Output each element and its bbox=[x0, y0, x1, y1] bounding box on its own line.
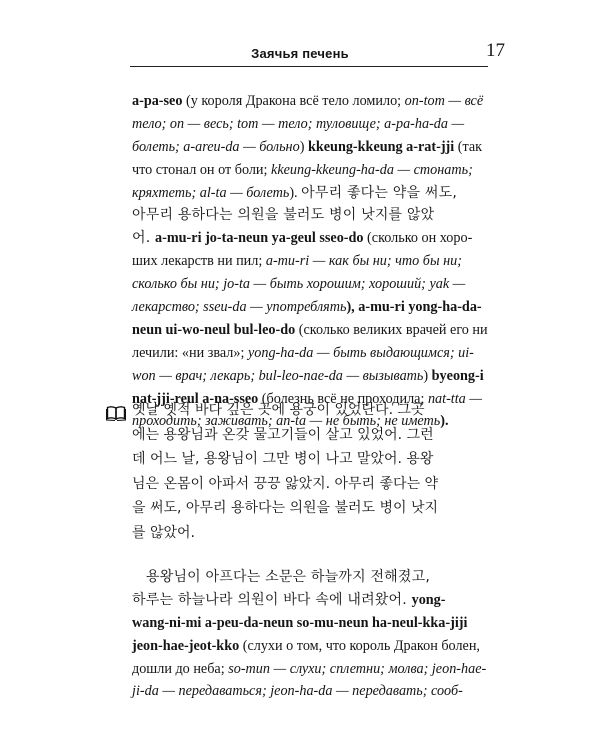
gloss-text: (слухи о том, что король Дракон болен, bbox=[239, 637, 480, 654]
gloss-text: лечили: «ни звал»; bbox=[132, 344, 248, 361]
gloss-italic: проходить; заживать; an-ta — не быть; не иметь bbox=[132, 413, 441, 430]
korean-text: 아무리 좋다는 약을 써도, bbox=[301, 184, 457, 201]
romanized-text: nat-jji-reul a-na-sseo bbox=[132, 390, 259, 407]
running-title: Заячья печень bbox=[251, 46, 349, 61]
gloss-text: (сколько великих врачей его ни bbox=[295, 321, 488, 338]
korean-text: 아무리 용하다는 의원을 불러도 병이 낫지를 않았 bbox=[132, 207, 435, 224]
korean-text: 용왕님이 아프다는 소문은 하늘까지 전해졌고, bbox=[146, 569, 431, 585]
text-line bbox=[132, 342, 492, 365]
header-divider bbox=[130, 66, 488, 67]
passage-line: 데 어느 날, 용왕님이 그만 병이 나고 말았어. 용왕 bbox=[132, 451, 434, 468]
romanized-text: a-mu-ri jo-ta-neun ya-geul sseo-do bbox=[155, 230, 364, 247]
text-line bbox=[132, 113, 492, 136]
gloss-text: ) bbox=[423, 367, 432, 384]
gloss-italic: кряхтеть; al-ta — болеть bbox=[132, 184, 290, 201]
text-line bbox=[132, 635, 492, 658]
text-line bbox=[132, 273, 492, 296]
text-line bbox=[132, 204, 492, 227]
gloss-italic: болеть; a-areu-da — больно bbox=[132, 138, 300, 155]
text-line bbox=[132, 319, 492, 342]
gloss-text: дошли до неба; bbox=[132, 660, 229, 677]
romanized-text: a-mu-ri yong-ha-da- bbox=[358, 299, 482, 316]
text-line bbox=[132, 250, 492, 273]
romanized-text: wang-ni-mi a-peu-da-neun so-mu-neun ha-neul-kka-jiji bbox=[132, 614, 468, 631]
page-header bbox=[0, 0, 600, 70]
gloss-italic: сколько бы ни; jo-ta — быть хорошим; хороший; yak — bbox=[132, 276, 466, 293]
text-line bbox=[132, 296, 492, 319]
vocabulary-paragraph-2 bbox=[132, 566, 492, 703]
gloss-italic: a-mu-ri — как бы ни; что бы ни; bbox=[265, 253, 462, 270]
gloss-text: (у короля Дракона всё тело ломило; bbox=[182, 93, 405, 109]
romanized-text: yong- bbox=[411, 591, 446, 608]
passage-line: 님은 온몸이 아파서 끙끙 앓았지. 아무리 좋다는 약 bbox=[132, 475, 439, 492]
text-line bbox=[132, 182, 492, 205]
open-book-icon bbox=[106, 405, 126, 421]
gloss-text: ), bbox=[346, 299, 359, 316]
text-line bbox=[132, 658, 492, 681]
passage-line: 를 않았어. bbox=[132, 524, 195, 541]
gloss-italic: лекарство; sseu-da — употреблять bbox=[132, 299, 347, 316]
gloss-italic: nat-tta — bbox=[427, 390, 482, 407]
passage-line: 에는 용왕님과 온갖 물고기들이 살고 있었어. 그런 bbox=[132, 426, 434, 443]
gloss-text: ) bbox=[299, 138, 308, 155]
gloss-text: ). bbox=[440, 413, 449, 430]
romanized-text: jeon-hae-jeot-kko bbox=[132, 637, 240, 654]
text-line bbox=[132, 159, 492, 182]
page-number: 17 bbox=[486, 40, 505, 61]
gloss-italic: тело; on — весь; tom — тело; туловище; a-pa-ha-da — bbox=[132, 115, 465, 132]
text-line bbox=[132, 566, 492, 589]
gloss-text: (так bbox=[454, 138, 483, 155]
gloss-text: ших лекарств ни пил; bbox=[132, 253, 266, 270]
gloss-text: что стонал он от боли; bbox=[132, 161, 272, 178]
vocabulary-paragraph bbox=[132, 90, 492, 433]
gloss-italic: yong-ha-da — быть выдающимся; ui- bbox=[247, 344, 474, 361]
gloss-italic: kkeung-kkeung-ha-da — стонать; bbox=[271, 161, 473, 178]
passage-line: 을 써도, 아무리 용하다는 의원을 불러도 병이 낫지 bbox=[132, 500, 439, 517]
gloss-text: ). bbox=[289, 184, 302, 201]
gloss-italic: so-mun — слухи; сплетни; молва; jeon-hae- bbox=[228, 660, 487, 677]
gloss-italic: won — врач; лекарь; bul-leo-nae-da — вызывать bbox=[132, 367, 424, 384]
text-line bbox=[132, 612, 492, 635]
romanized-text: byeong-i bbox=[431, 367, 484, 384]
gloss-text: (сколько он хоро- bbox=[363, 230, 473, 247]
text-line bbox=[132, 90, 492, 113]
gloss-text: (болезнь всё не проходила; bbox=[258, 390, 428, 407]
gloss-italic: on-tom — всё bbox=[404, 93, 484, 109]
text-line bbox=[132, 227, 492, 250]
korean-text: 하루는 하늘나라 의원이 바다 속에 내려왔어. bbox=[132, 591, 412, 608]
text-line bbox=[132, 589, 492, 612]
korean-text: 어. bbox=[132, 230, 156, 247]
gloss-italic: ji-da — передаваться; jeon-ha-da — передавать; сооб- bbox=[132, 683, 463, 700]
text-line bbox=[132, 365, 492, 388]
korean-reading-passage bbox=[132, 398, 492, 546]
text-line bbox=[132, 136, 492, 159]
romanized-text: neun ui-wo-neul bul-leo-do bbox=[132, 321, 296, 338]
passage-line: 옛날 옛적 바다 깊은 곳에 용궁이 있었단다. 그곳 bbox=[132, 402, 425, 418]
romanized-text: a-pa-seo bbox=[132, 93, 183, 109]
text-line bbox=[132, 680, 492, 703]
romanized-text: kkeung-kkeung a-rat-jji bbox=[307, 138, 455, 155]
